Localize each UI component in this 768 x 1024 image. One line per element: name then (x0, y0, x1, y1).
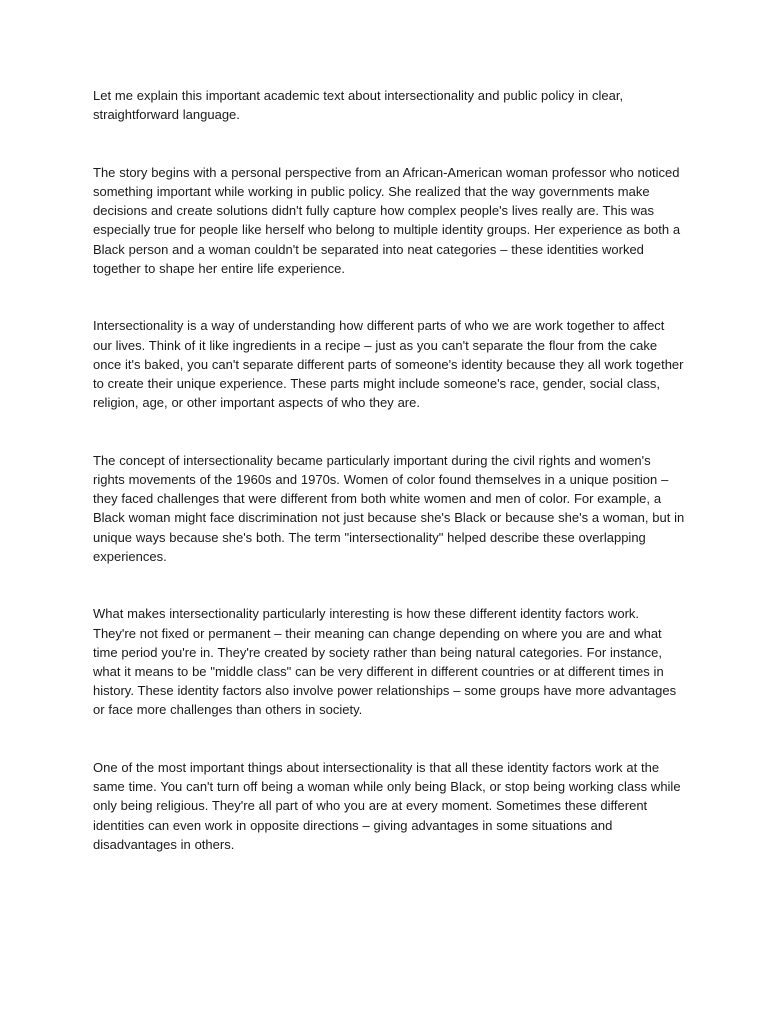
paragraph-intro: Let me explain this important academic text about intersectionality and public policy in clear, straightforward language. (93, 88, 624, 123)
paragraph-simultaneity: One of the most important things about intersectionality is that all these identity factors work at the same time. You can't turn off being a woman while only being Black, or stop being working class while only being religious. They're all part of who you are at every moment. Sometimes these different identities can even work in opposite directions – giving advantages in some situations and disadvantages in others. (93, 760, 681, 852)
paragraph-history: The concept of intersectionality became particularly important during the civil rights and women's rights movements of the 1960s and 1970s. Women of color found themselves in a unique position – they faced challenges that were different from both white women and men of color. For example, a Black woman might face discrimination not just because she's Black or because she's a woman, but in unique ways because she's both. The term "intersectionality" helped describe these overlapping experiences. (93, 452, 685, 564)
document-body (93, 86, 685, 854)
paragraph-personal-perspective: The story begins with a personal perspective from an African-American woman professor who noticed something important while working in public policy. She realized that the way governments make decisions and create solutions didn't fully capture how complex people's lives really are. This was especially true for people like herself who belong to multiple identity groups. Her experience as both a Black person and a woman couldn't be separated into neat categories – these identities worked together to shape her entire life experience. (93, 164, 681, 276)
paragraph-identity-factors: What makes intersectionality particularly interesting is how these different identity factors work. They're not fixed or permanent – their meaning can change depending on where you are and what time period you're in. They're created by society rather than being natural categories. For instance, what it means to be "middle class" can be very different in different countries or at different times in history. These identity factors also involve power relationships – some groups have more advantages or face more challenges than others in society. (93, 606, 677, 718)
paragraph-definition: Intersectionality is a way of understanding how different parts of who we are work together to affect our lives. Think of it like ingredients in a recipe – just as you can't separate the flour from the cake once it's baked, you can't separate different parts of someone's identity because they all work together to create their unique experience. These parts might include someone's race, gender, social class, religion, age, or other important aspects of who they are. (93, 318, 684, 411)
